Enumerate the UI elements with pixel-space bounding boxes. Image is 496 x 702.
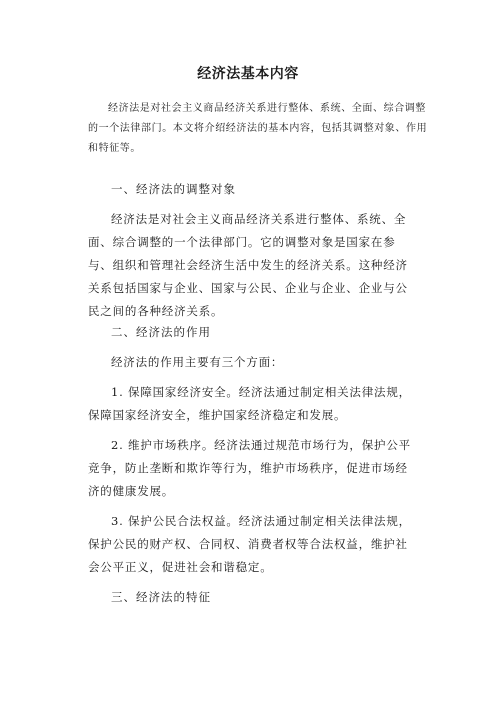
section-lead-role: 经济法的作用主要有三个方面： [111,355,284,369]
list-item-economic-security: 1. 保障国家经济安全。经济法通过制定相关法律法规，保障国家经济安全，维护国家经济稳定和发展。 [88,385,411,422]
document-title: 经济法基本内容 [197,66,299,82]
section-heading-role: 二、经济法的作用 [111,325,211,339]
list-item-citizen-rights: 3. 保护公民合法权益。经济法通过制定相关法律法规，保护公民的财产权、合同权、消费者权等合法权益，维护社会公平正义，促进社会和谐稳定。 [88,514,411,574]
section-heading-features: 三、经济法的特征 [111,590,211,604]
section-body-adjustment-object: 经济法是对社会主义商品经济关系进行整体、系统、全面、综合调整的一个法律部门。它的调整对象是国家在参与、组织和管理社会经济生活中发生的经济关系。这种经济关系包括国家与企业、国家与公民、企业与企业、企业与公民之间的各种经济关系。 [88,212,408,318]
intro-paragraph: 经济法是对社会主义商品经济关系进行整体、系统、全面、综合调整的一个法律部门。本文将介绍经济法的基本内容，包括其调整对象、作用和特征等。 [88,103,428,154]
section-heading-adjustment-object: 一、经济法的调整对象 [111,182,236,196]
list-item-market-order: 2. 维护市场秩序。经济法通过规范市场行为，保护公平竞争，防止垄断和欺诈等行为，维护市场秩序，促进市场经济的健康发展。 [88,438,411,498]
